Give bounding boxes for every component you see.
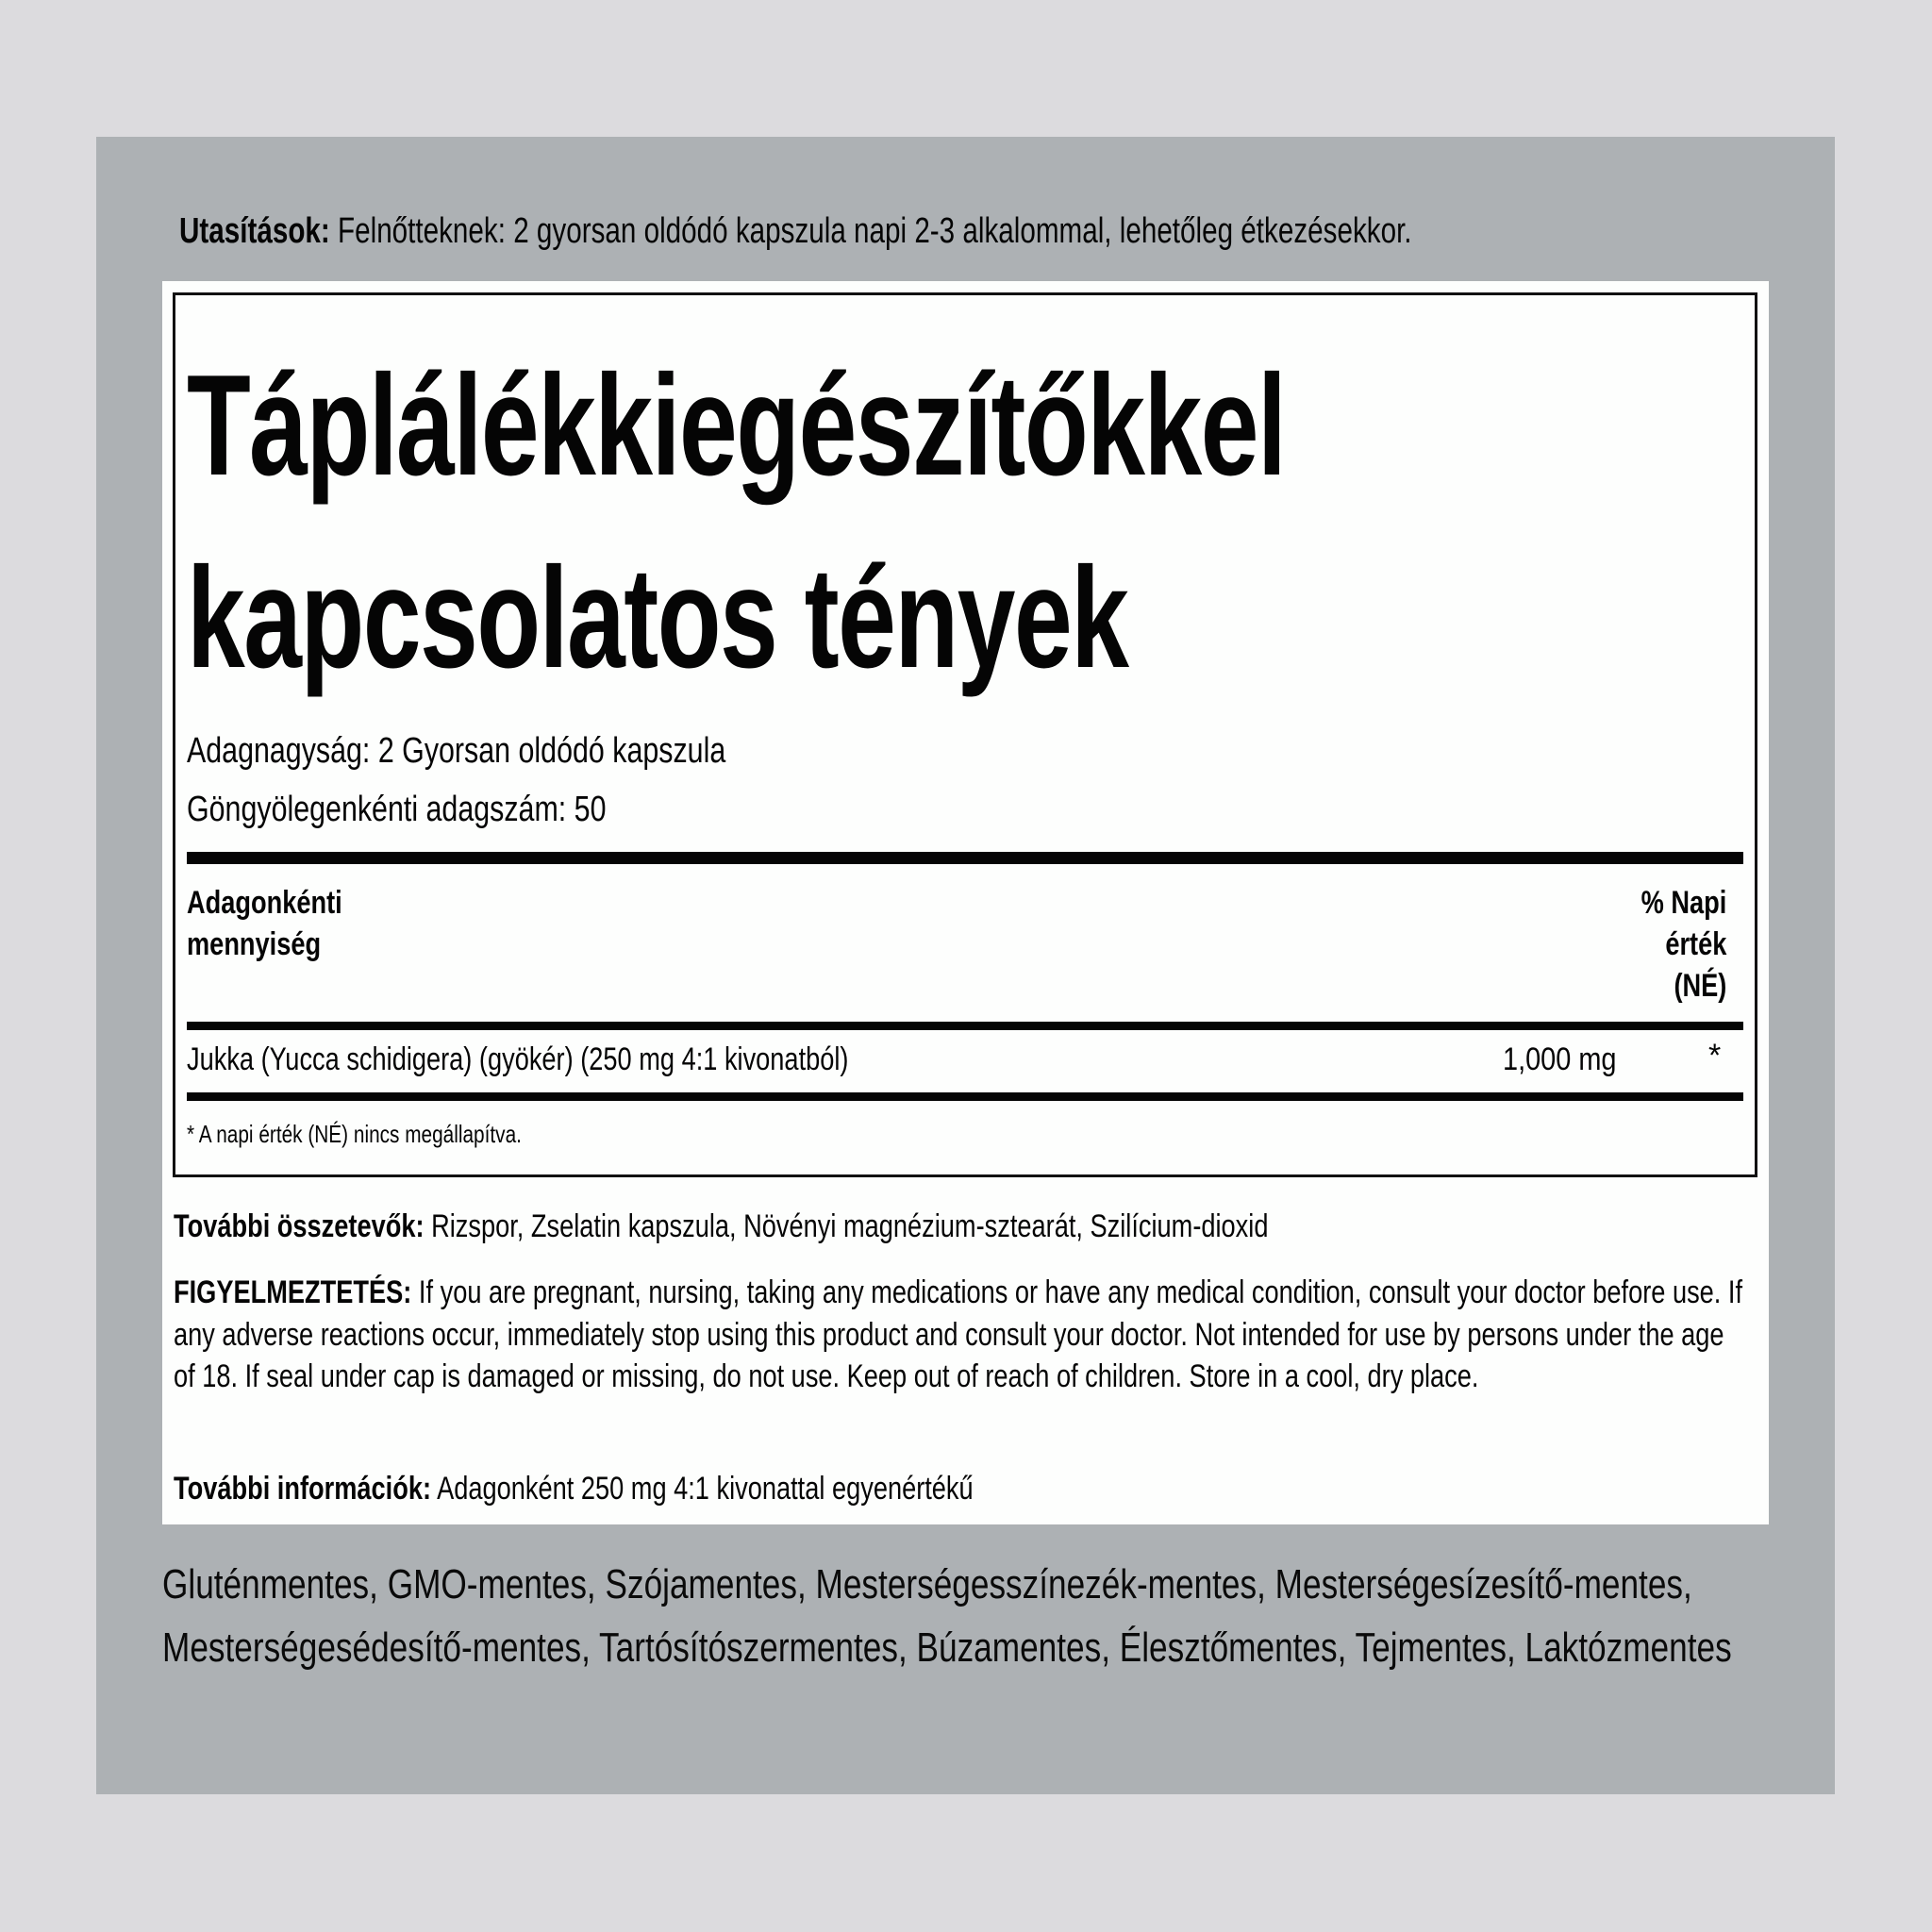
nutrient-amount: 1,000 mg <box>1503 1041 1617 1077</box>
amount-per-serving-header: Adagonkénti mennyiség <box>187 885 342 962</box>
nutrient-name: Jukka (Yucca schidigera) (gyökér) (250 mg 4:1 kivonatból) <box>187 1041 849 1077</box>
supplement-facts-box <box>173 292 1757 1177</box>
more-info <box>174 1468 1751 1510</box>
nutrient-daily-value: * <box>1708 1038 1722 1074</box>
more-info-text: Adagonként 250 mg 4:1 kivonattal egyenértékű <box>431 1471 974 1507</box>
daily-value-footnote: * A napi érték (NÉ) nincs megállapítva. <box>187 1120 522 1148</box>
directions-label: Utasítások: <box>179 211 330 251</box>
other-ingredients <box>174 1206 1751 1248</box>
warning-label: FIGYELMEZTETÉS: <box>174 1274 412 1310</box>
divider-row <box>187 1092 1743 1101</box>
facts-title-line1: Táplálékkiegészítőkkel <box>187 345 1286 506</box>
free-from-claims: Gluténmentes, GMO-mentes, Szójamentes, Mesterségesszínezék-mentes, Mesterségesízesítő-mentes, Mesterségesédesítő-mentes, Tartósítószermentes, Búzamentes, Élesztőmentes, Tejmentes, Laktózmentes <box>162 1561 1732 1671</box>
warning-text: If you are pregnant, nursing, taking any medications or have any medical condition, consult your doctor before use. If any adverse reactions occur, immediately stop using this product and consult your doctor. Not intended for use by persons under the age of 18. If seal under cap is damaged or missing, do not use. Keep out of reach of children. Store in a cool, dry place. <box>174 1274 1743 1394</box>
divider-header <box>187 1022 1743 1030</box>
serving-size: Adagnagyság: 2 Gyorsan oldódó kapszula <box>187 731 726 771</box>
other-ingredients-text: Rizspor, Zselatin kapszula, Növényi magnézium-sztearát, Szilícium-dioxid <box>424 1208 1269 1244</box>
other-ingredients-label: További összetevők: <box>174 1208 425 1244</box>
directions-body: Felnőtteknek: 2 gyorsan oldódó kapszula napi 2-3 alkalommal, lehetőleg étkezésekkor. <box>329 211 1412 251</box>
warning <box>174 1272 1751 1398</box>
servings-per-container: Göngyölegenkénti adagszám: 50 <box>187 790 607 829</box>
directions-text <box>179 209 1412 253</box>
facts-title-line2: kapcsolatos tények <box>187 538 1128 698</box>
divider-thick <box>187 852 1743 864</box>
more-info-label: További információk: <box>174 1471 432 1507</box>
daily-value-header: % Napi érték (NÉ) <box>1641 885 1726 1004</box>
